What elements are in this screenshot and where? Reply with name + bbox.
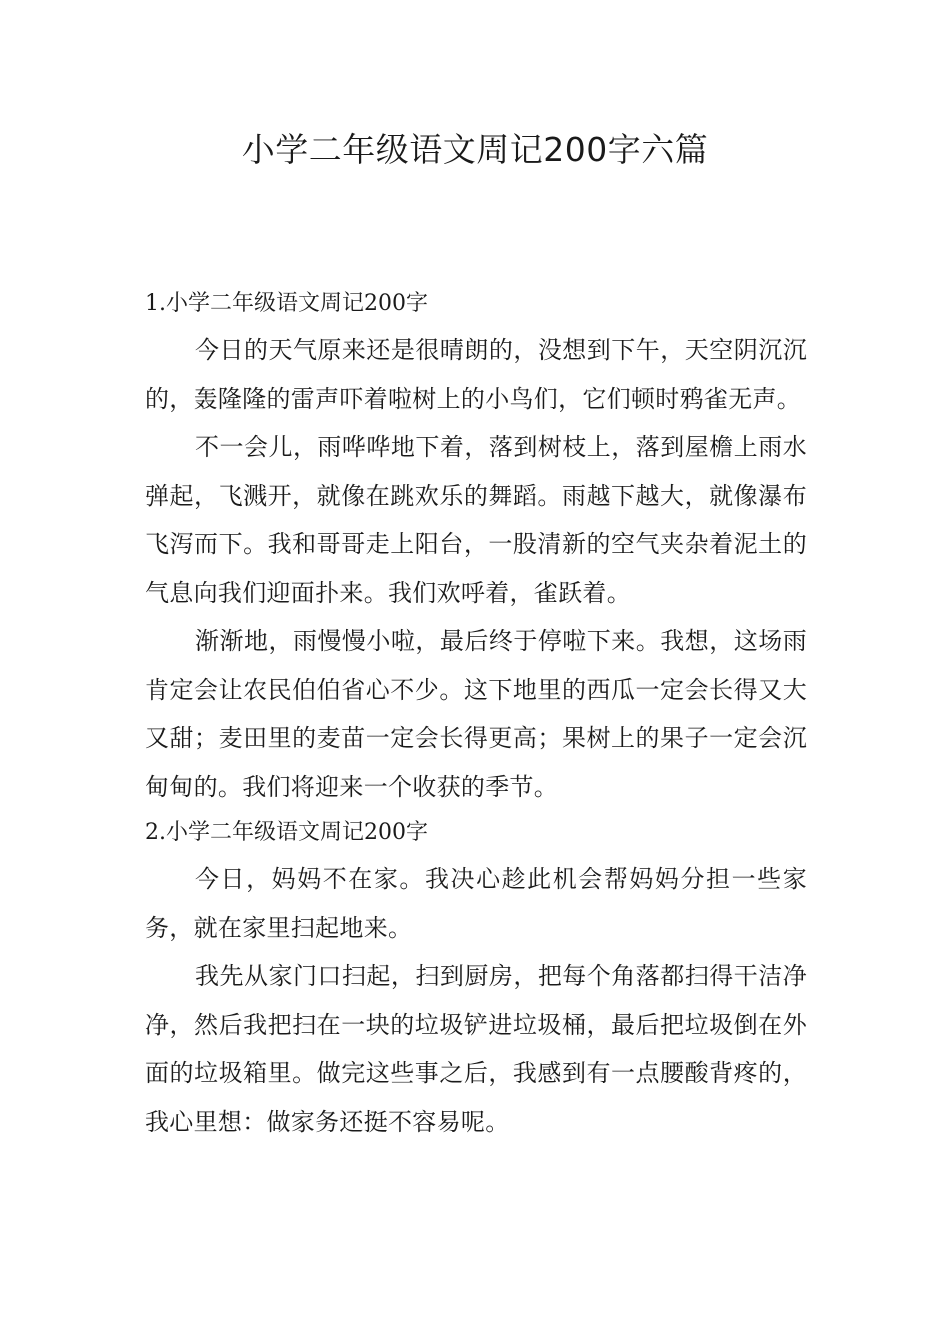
section-2 — [145, 811, 807, 1146]
paragraph: 渐渐地，雨慢慢小啦，最后终于停啦下来。我想，这场雨肯定会让农民伯伯省心不少。这下地里的西瓜一定会长得又大又甜；麦田里的麦苗一定会长得更高；果树上的果子一定会沉甸甸的。我们将迎来一个收获的季节。 — [145, 627, 807, 801]
document-body — [145, 282, 807, 1146]
section-1 — [145, 282, 807, 811]
paragraph: 我先从家门口扫起，扫到厨房，把每个角落都扫得干洁净净，然后我把扫在一块的垃圾铲进垃圾桶，最后把垃圾倒在外面的垃圾箱里。做完这些事之后，我感到有一点腰酸背疼的，我心里想：做家务还挺不容易呢。 — [145, 962, 807, 1136]
paragraph: 今日的天气原来还是很晴朗的，没想到下午，天空阴沉沉的，轰隆隆的雷声吓着啦树上的小鸟们，它们顿时鸦雀无声。 — [145, 336, 807, 413]
paragraph: 不一会儿，雨哗哗地下着，落到树枝上，落到屋檐上雨水弹起，飞溅开，就像在跳欢乐的舞蹈。雨越下越大，就像瀑布飞泻而下。我和哥哥走上阳台，一股清新的空气夹杂着泥土的气息向我们迎面扑来。我们欢呼着，雀跃着。 — [145, 433, 807, 607]
paragraph: 今日，妈妈不在家。我决心趁此机会帮妈妈分担一些家务，就在家里扫起地来。 — [145, 865, 807, 942]
section-heading: 2.小学二年级语文周记200字 — [145, 820, 428, 845]
document-title: 小学二年级语文周记200字六篇 — [241, 130, 709, 169]
section-heading: 1.小学二年级语文周记200字 — [145, 291, 428, 316]
